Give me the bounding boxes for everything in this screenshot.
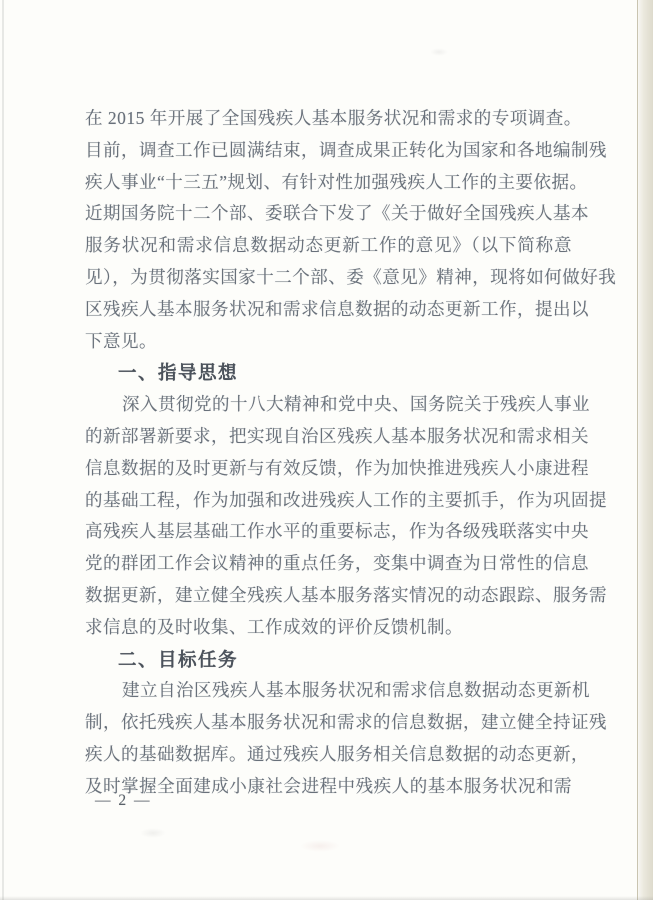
body-line: 疾人的基础数据库。通过残疾人服务相关信息数据的动态更新， — [85, 743, 589, 764]
scan-bottom-edge-shadow — [0, 896, 653, 900]
section-heading-target-tasks: 二、目标任务 — [118, 648, 239, 670]
scan-smudge — [430, 48, 448, 56]
section-heading-guiding-ideology: 一、指导思想 — [118, 362, 239, 384]
body-line: 深入贯彻党的十八大精神和党中央、国务院关于残疾人事业 — [122, 394, 590, 415]
body-line: 近期国务院十二个部、委联合下发了《关于做好全国残疾人基本 — [85, 203, 589, 224]
body-line: 求信息的及时收集、工作成效的评价反馈机制。 — [85, 616, 463, 637]
scan-smudge — [300, 840, 340, 852]
body-line: 疾人事业“十三五”规划、有针对性加强残疾人工作的主要依据。 — [85, 171, 588, 192]
scan-left-edge-artifact — [2, 0, 4, 900]
scan-right-edge-shadow — [637, 0, 653, 900]
body-line: 信息数据的及时更新与有效反馈，作为加快推进残疾人小康进程 — [85, 457, 589, 478]
scan-smudge — [140, 828, 166, 838]
body-line: 下意见。 — [85, 330, 157, 351]
body-line: 服务状况和需求信息数据动态更新工作的意见》（以下简称意 — [85, 235, 572, 256]
body-line: 区残疾人基本服务状况和需求信息数据的动态更新工作，提出以 — [85, 298, 589, 319]
document-body — [85, 103, 617, 803]
body-line: 高残疾人基层基础工作水平的重要标志，作为各级残联落实中央 — [85, 521, 589, 542]
body-line: 目前，调查工作已圆满结束，调查成果正转化为国家和各地编制残 — [85, 139, 607, 160]
body-line: 在 2015 年开展了全国残疾人基本服务状况和需求的专项调查。 — [85, 108, 582, 128]
body-line: 及时掌握全面建成小康社会进程中残疾人的基本服务状况和需 — [85, 775, 572, 796]
body-line: 建立自治区残疾人基本服务状况和需求信息数据动态更新机 — [122, 680, 590, 701]
page-number: — 2 — — [95, 792, 152, 809]
body-line: 的新部署新要求，把实现自治区残疾人基本服务状况和需求相关 — [85, 425, 589, 446]
body-line: 数据更新，建立健全残疾人基本服务落实情况的动态跟踪、服务需 — [85, 584, 607, 605]
body-line: 制，依托残疾人基本服务状况和需求的信息数据，建立健全持证残 — [85, 712, 607, 733]
body-line: 党的群团工作会议精神的重点任务，变集中调查为日常性的信息 — [85, 553, 589, 574]
body-line: 见），为贯彻落实国家十二个部、委《意见》精神，现将如何做好我 — [85, 266, 617, 287]
body-line: 的基础工程，作为加强和改进残疾人工作的主要抓手，作为巩固提 — [85, 489, 607, 510]
